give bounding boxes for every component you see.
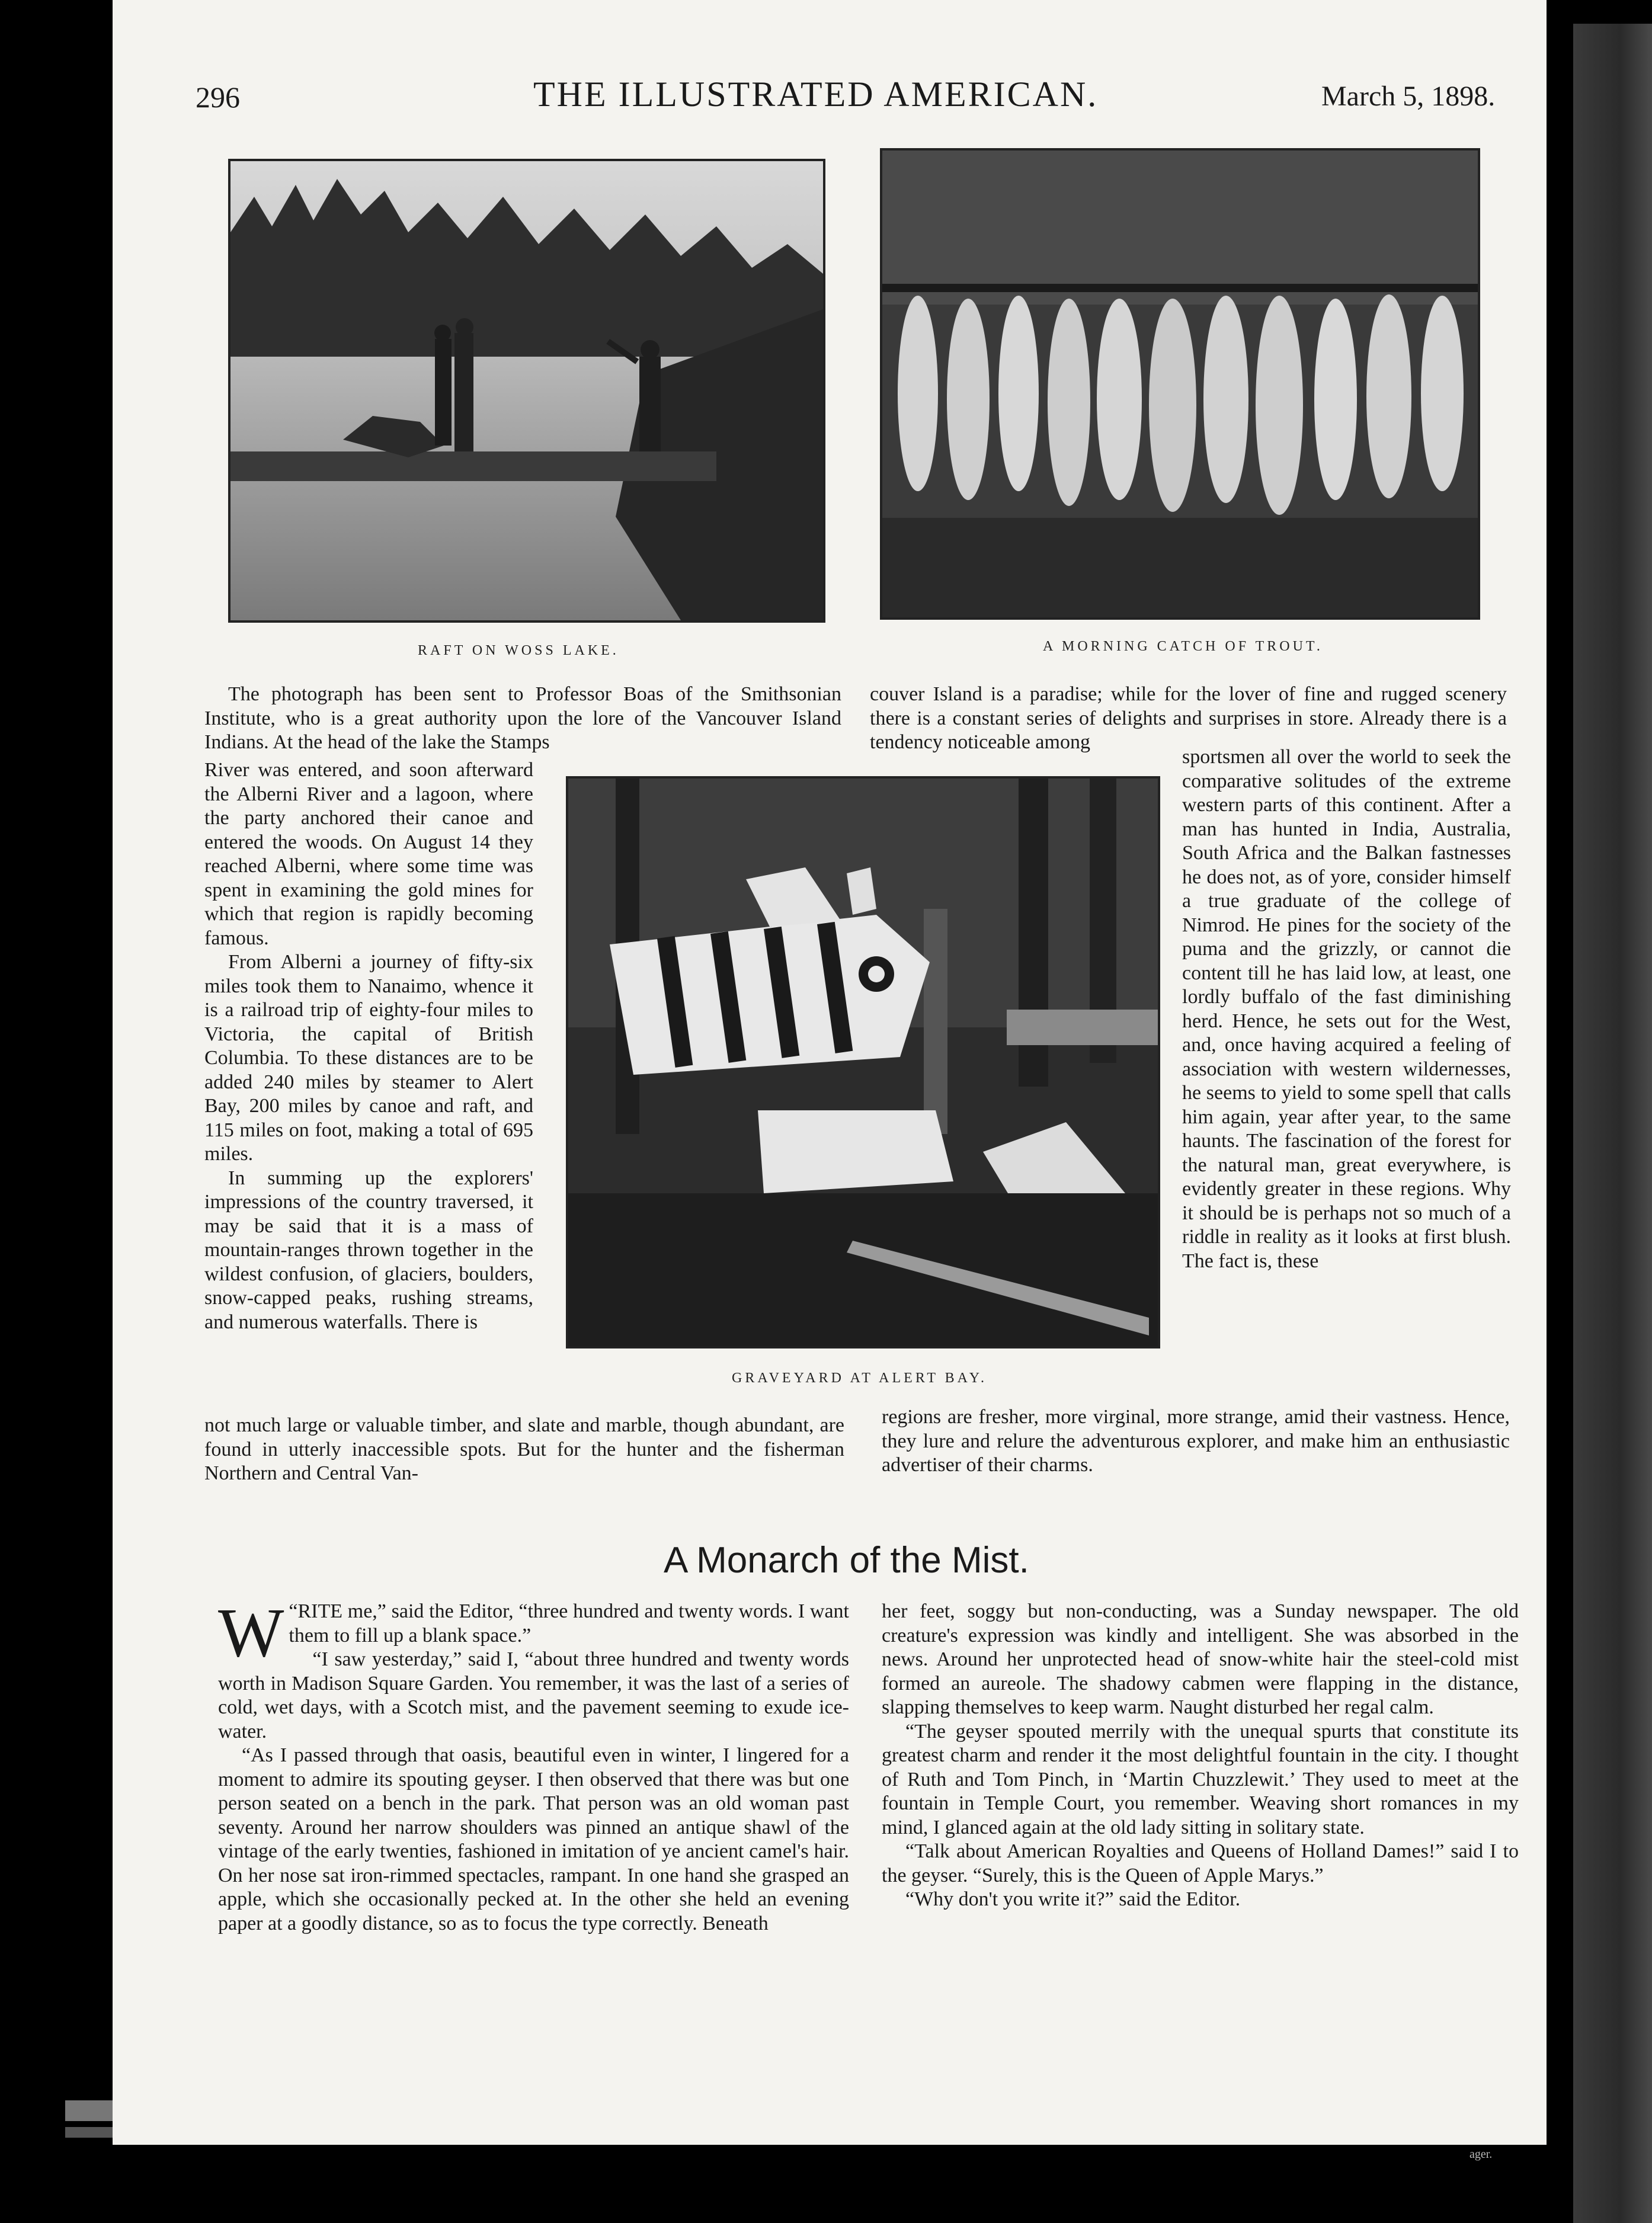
article2-right-column xyxy=(882,1600,1519,1912)
paragraph: “As I passed through that oasis, beautiful even in winter, I lingered for a moment to admire its spouting geyser. I then observed that there was but one person seated on a bench in the park. That person was an old woman past seventy. Around her narrow shoulders was pinned an antique shawl of the vintage of the early twenties, fashioned in imitation of ye ancient camel's hair. On her nose sat iron-rimmed spectacles, rampant. In one hand she grasped an apple, which she occasionally pecked at. In the other she held an evening paper at a goodly distance, so as to focus the type correctly. Beneath xyxy=(218,1744,849,1934)
paragraph xyxy=(218,1594,849,1671)
graveyard-caption: GRAVEYARD AT ALERT BAY. xyxy=(732,1370,987,1386)
raft-caption: RAFT ON WOSS LAKE. xyxy=(418,643,619,658)
article1-top-right xyxy=(870,683,1507,755)
opening-quote: “ xyxy=(289,1600,298,1622)
scan-stamp: ager. xyxy=(1469,2148,1493,2161)
paragraph: “Talk about American Royalties and Queens of Holland Dames!” said I to the geyser. “Surely, this is the Queen of Apple Marys.” xyxy=(882,1840,1519,1886)
paragraph: couver Island is a paradise; while for the lover of fine and rugged scenery there is a constant series of delights and surprises in store. Already there is a tendency noticeable among xyxy=(870,683,1507,753)
article1-left-narrow xyxy=(204,758,533,1334)
article2-left-column xyxy=(218,1594,849,1936)
issue-date: March 5, 1898. xyxy=(1321,81,1496,112)
paragraph: not much large or valuable timber, and slate and marble, though abundant, are found in utterly inaccessible spots. But for the hunter and the fisherman Northern and Central Van- xyxy=(204,1414,844,1484)
paragraph: “I saw yesterday,” said I, “about three hundred and twenty words worth in Madison Square Garden. You remember, it was the last of a series of cold, wet days, with a Scotch mist, and the pavement seeming to exude ice-water. xyxy=(218,1648,849,1742)
drop-cap: W xyxy=(218,1594,284,1671)
paragraph: regions are fresher, more virginal, more strange, amid their vastness. Hence, they lure and relure the adventurous explorer, and make him an enthusiastic advertiser of their charms. xyxy=(882,1406,1510,1476)
paragraph: River was entered, and soon afterward the Alberni River and a lagoon, where the party anchored their canoe and entered the woods. On August 14 they reached Alberni, where some time was spent in examining the gold mines for which that region is rapidly becoming famous. xyxy=(204,759,533,949)
raft-photo xyxy=(228,159,825,623)
article1-top-left xyxy=(204,683,841,755)
article1-bottom-right xyxy=(882,1405,1510,1478)
graveyard-photo xyxy=(566,776,1160,1348)
paragraph: “The geyser spouted merrily with the unequal spurts that constitute its greatest charm and render it the most delightful fountain in the city. I thought of Ruth and Tom Pinch, in ‘Martin Chuzzlewit.’ They used to meet at the fountain in Temple Court, you remember. Weaving short romances in my mind, I glanced again at the old lady sitting in solitary state. xyxy=(882,1720,1519,1838)
paragraph-text: RITE me,” said the Editor, “three hundred and twenty words. I want them to fill up a blank space.” xyxy=(289,1600,849,1647)
scan-edge-right xyxy=(1573,24,1652,2223)
article1-right-narrow xyxy=(1182,745,1511,1273)
trout-photo xyxy=(880,148,1480,620)
paragraph: From Alberni a journey of fifty-six miles took them to Nanaimo, whence it is a railroad trip of eighty-four miles to Victoria, the capital of British Columbia. To these distances are to be added 240 miles by steamer to Alert Bay, 200 miles by canoe and raft, and 115 miles on foot, making a total of 695 miles. xyxy=(204,951,533,1165)
paragraph: “Why don't you write it?” said the Editor. xyxy=(905,1888,1241,1910)
paragraph: her feet, soggy but non-conducting, was a Sunday newspaper. The old creature's expression was kindly and intelligent. She was absorbed in the news. Around her unprotected head of snow-white hair the steel-cold mist formed an aureole. The shadowy cabmen were flapping in the distance, slapping themselves to keep warm. Naught disturbed her regal calm. xyxy=(882,1600,1519,1718)
article1-bottom-left xyxy=(204,1414,844,1486)
paragraph: In summing up the explorers' impressions of the country traversed, it may be said that it is a mass of mountain-ranges thrown together in the wildest confusion, of glaciers, boulders, snow-capped peaks, rushing streams, and numerous waterfalls. There is xyxy=(204,1167,533,1333)
paragraph: sportsmen all over the world to seek the comparative solitudes of the extreme western parts of this continent. After a man has hunted in India, Australia, South Africa and the Balkan fastnesses he does not, as of yore, consider himself a true graduate of the college of Nimrod. He pines for the society of the puma and the grizzly, or cannot die content till he has laid low, at least, one lordly buffalo of the fast diminishing herd. Hence, he sets out for the West, and, once having acquired a feeling of association with western wildernesses, he seems to yield to some spell that calls him again, year after year, to the same haunts. The fascination of the forest for the natural man, great everywhere, is evidently greater in these regions. Why it should be is perhaps not so much of a riddle in reality as it looks at first blush. The fact is, these xyxy=(1182,746,1511,1272)
page-number: 296 xyxy=(196,81,240,114)
article-title: A Monarch of the Mist. xyxy=(664,1540,1029,1581)
paragraph: The photograph has been sent to Professor Boas of the Smithsonian Institute, who is a great authority upon the lore of the Vancouver Island Indians. At the head of the lake the Stamps xyxy=(204,683,841,753)
trout-caption: A MORNING CATCH OF TROUT. xyxy=(1043,639,1323,654)
publication-title: THE ILLUSTRATED AMERICAN. xyxy=(533,75,1099,114)
